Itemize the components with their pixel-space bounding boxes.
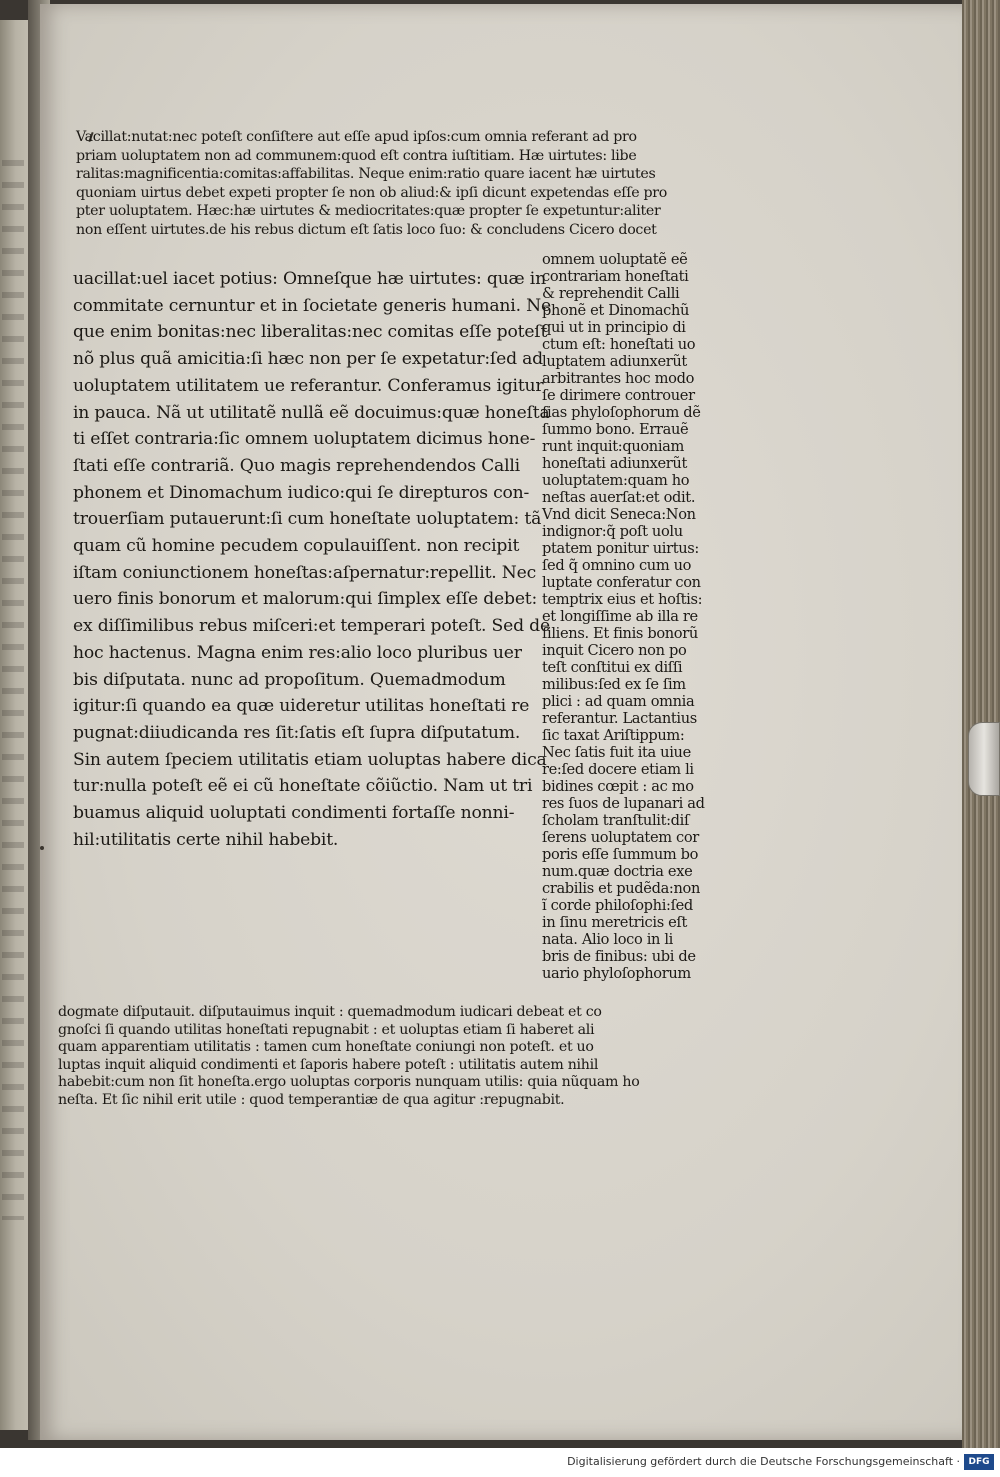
gloss-line: contrariam honeſtati [542,268,689,285]
gloss-line: ſed q̃ omnino cum uo [542,557,692,574]
commentary-line: priam uoluptatem non ad communem:quod eſt contra iuſtitiam. Hæ uirtutes: libe [76,147,637,164]
gloss-line: ſcholam tranſtulit:diſ [542,812,690,829]
commentary-line: quoniam uirtus debet expeti propter ſe non ob aliud:& ipſi dicunt expetendas eſſe pro [76,184,668,201]
main-text-line: commitate cernuntur et in ſocietate generis humani. Ne [73,295,551,316]
gloss-line: plici : ad quam omnia [542,693,695,710]
funding-credit: Digitalisierung gefördert durch die Deutsche Forschungsgemeinschaft · [567,1455,960,1468]
gloss-line: indignor:q̃ poſt uolu [542,523,683,540]
main-text-line: buamus aliquid uoluptati condimenti fortaſſe nonni- [73,803,515,824]
gloss-line: bidines cœpit : ac mo [542,778,694,795]
commentary-top-block [76,128,667,240]
gloss-line: Vnd dicit Seneca:Non [542,506,696,523]
gloss-line: & reprehendit Calli [542,285,680,302]
main-text-line: trouerſiam putauerunt:ſi cum honeſtate uoluptatem: tã [73,509,542,530]
ink-dot [40,846,44,850]
main-text-line: nõ plus quã amicitia:ſi hæc non per ſe expetatur:ſed ad [73,349,543,370]
main-text-line: tur:nulla poteſt eẽ ei cũ honeſtate cõiũctio. Nam ut tri [73,776,533,797]
gloss-line: re:ſed docere etiam li [542,761,694,778]
gloss-line: poris eſſe ſummum bo [542,846,699,863]
gloss-line: nata. Alio loco in li [542,931,673,948]
main-text-line: igitur:ſi quando ea quæ uideretur utilitas honeſtati re [73,696,530,717]
commentary-line: dogmate diſputauit. diſputauimus inquit : quemadmodum iudicari debeat et co [58,1004,602,1020]
dfg-logo: DFG [964,1454,994,1470]
gloss-line: ĩ corde philoſophi:ſed [542,897,693,914]
gloss-line: ſias phyloſophorum dẽ [542,404,701,421]
main-text-line: hil:utilitatis certe nihil habebit. [73,829,339,850]
gloss-line: ſerens uoluptatem cor [542,829,699,846]
commentary-bottom-block [58,1004,639,1110]
main-text-line: que enim bonitas:nec liberalitas:nec comitas eſſe poteſt [73,322,548,343]
gloss-line: neſtas auerſat:et odit. [542,489,696,506]
gloss-line: teſt conſtitui ex diſſi [542,659,683,676]
commentary-line: non eſſent uirtutes.de his rebus dictum eſt ſatis loco ſuo: & concludens Cicero docet [76,221,657,238]
gloss-line: res ſuos de lupanari ad [542,795,705,812]
footer-bar [0,1448,1000,1477]
main-text-line: uoluptatem utilitatem ue referantur. Conferamus igitur [73,375,544,396]
side-gloss-block [542,251,705,982]
main-text-line: pugnat:diiudicanda res ſit:ſatis eſt ſupra diſputatum. [73,722,521,743]
gloss-line: ſiliens. Et finis bonorũ [542,625,698,642]
main-text-line: iſtam coniunctionem honeſtas:aſpernatur:repellit. Nec [73,562,537,583]
gloss-line: arbitrantes hoc modo [542,370,695,387]
facing-page-text-fragments [2,160,24,1220]
gloss-line: phonẽ et Dinomachũ [542,302,690,319]
gloss-line: Nec ſatis fuit ita uiue [542,744,691,761]
commentary-line: habebit:cum non ſit honeſta.ergo uoluptas corporis nunquam utilis: quia nũquam ho [58,1074,640,1091]
gloss-line: uario phyloſophorum [542,965,691,982]
main-text-block [73,266,551,853]
commentary-line: Vacillat:nutat:nec poteſt conſiſtere aut eſſe apud ipſos:cum omnia referant ad pro [76,129,637,145]
commentary-line: pter uoluptatem. Hæc:hæ uirtutes & mediocritates:quæ propter ſe expetuntur:aliter [76,203,661,220]
gloss-line: luptatem adiunxerũt [542,353,687,370]
gloss-line: omnem uoluptatẽ eẽ [542,251,688,268]
main-text-line: ſtati eſſe contrariã. Quo magis reprehendendos Calli [73,455,520,476]
commentary-line: ralitas:magnificentia:comitas:affabilitas. Neque enim:ratio quare iacent hæ uirtutes [76,166,656,183]
main-text-line: hoc hactenus. Magna enim res:alio loco pluribus uer [73,642,522,663]
main-text-line: ti eſſet contraria:ſic omnem uoluptatem dicimus hone- [73,429,536,450]
gloss-line: ſic taxat Ariſtippum: [542,727,685,744]
gloss-line: ctum eſt: honeſtati uo [542,336,696,353]
main-text-line: bis diſputata. nunc ad propoſitum. Quemadmodum [73,669,506,690]
gloss-line: milibus:ſed ex ſe ſim [542,676,686,693]
gloss-line: ptatem ponitur uirtus: [542,540,699,557]
gloss-line: num.quæ doctria exe [542,863,693,880]
commentary-line: quam apparentiam utilitatis : tamen cum honeſtate coniungi non poteſt. et uo [58,1039,594,1056]
gloss-line: crabilis et pudẽda:non [542,880,701,897]
commentary-line: gnoſci ſi quando utilitas honeſtati repugnabit : et uoluptas etiam ſi haberet ali [58,1021,595,1038]
gloss-line: honeſtati adiunxerũt [542,455,687,472]
commentary-line: luptas inquit aliquid condimenti et ſaporis habere poteſt : utilitatis autem nihil [58,1056,599,1073]
main-text-line: ex diſſimilibus rebus miſceri:et temperari poteſt. Sed de [73,616,550,637]
gloss-line: inquit Cicero non po [542,642,687,659]
gloss-line: runt inquit:quoniam [542,438,685,455]
main-text-line: phonem et Dinomachum iudico:qui ſe direpturos con- [73,482,530,503]
main-text-line: uacillat:uel iacet potius: Omneſque hæ uirtutes: quæ in [73,269,546,289]
gloss-line: et longiſſime ab illa re [542,608,698,625]
gloss-line: ſe dirimere controuer [542,387,695,404]
book-clip [968,722,1000,796]
gloss-line: qui ut in principio di [542,319,686,336]
main-text-line: Sin autem ſpeciem utilitatis etiam uoluptas habere dica [73,749,547,770]
main-text-line: quam cũ homine pecudem copulauiſſent. non recipit [73,536,520,557]
gloss-line: referantur. Lactantius [542,710,697,727]
main-text-line: in pauca. Nã ut utilitatẽ nullã eẽ docuimus:quæ honeſta [73,402,550,423]
gloss-line: uoluptatem:quam ho [542,472,690,489]
gloss-line: ſummo bono. Errauẽ [542,421,689,438]
commentary-line: neſta. Et ſic nihil erit utile : quod temperantiæ de qua agitur :repugnabit. [58,1091,565,1108]
main-text-line: uero finis bonorum et malorum:qui ſimplex eſſe debet: [73,589,538,610]
gloss-line: luptate conferatur con [542,574,701,591]
gloss-line: temptrix eius et hoſtis: [542,591,703,608]
gloss-line: in ſinu meretricis eſt [542,914,687,931]
gloss-line: bris de finibus: ubi de [542,948,696,965]
